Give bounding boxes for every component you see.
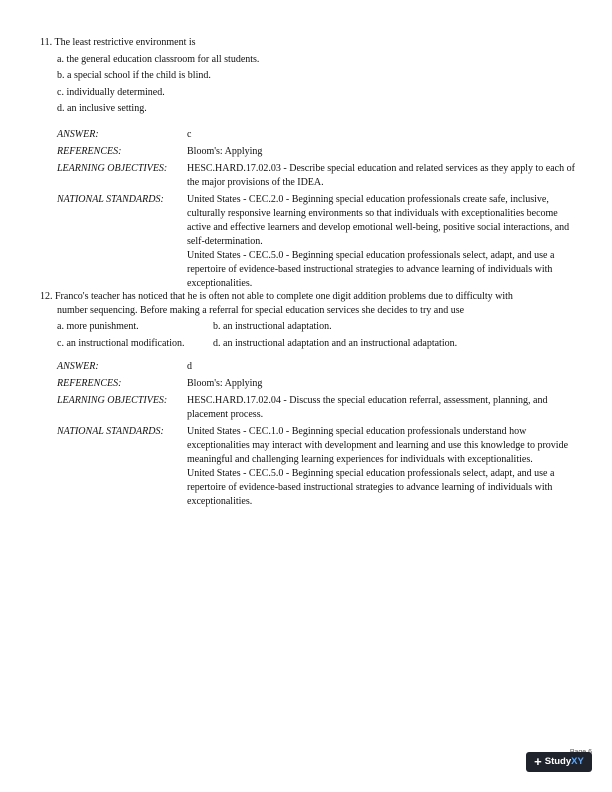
standard-item: United States - CEC.1.0 - Beginning special education professionals understand how exceptionalities may interact with development and learning and use this knowledge to provide meaningful and challenging learning experiences for individuals with exceptionalities. [187,425,569,465]
choice-a: a. more punishment. [57,321,139,332]
question-stem [40,36,580,50]
question-stem [40,290,580,304]
question-number: 11. [40,37,53,48]
choice-b: b. an instructional adaptation. [213,321,332,332]
objectives-label: LEARNING OBJECTIVES: [57,394,168,406]
standards-label: NATIONAL STANDARDS: [57,193,164,205]
answer-label: ANSWER: [57,128,99,140]
choice-b: b. a special school if the child is blind. [57,70,211,81]
choice-grid [57,320,580,351]
standard-item: United States - CEC.2.0 - Beginning special education professionals create safe, inclusive, culturally responsive learning environments so that individuals with exceptionalities become active and effective learners and develop emotional well-being, positive social interactions, and self-determination. [187,193,570,247]
standards-value [187,193,579,291]
question-metadata [57,128,580,291]
plus-icon: + [534,754,542,769]
question-metadata [57,360,580,509]
question-number: 12. [40,291,53,302]
choice-c: c. an instructional modification. [57,337,185,349]
question-text-cont: number sequencing. Before making a referral for special education services she decides to try and use [57,305,465,316]
brand-accent: XY [571,756,584,767]
standard-item: United States - CEC.5.0 - Beginning special education professionals select, adapt, and use a repertoire of evidence-based instructional strategies to advance learning of individuals with exceptionalities. [187,249,555,289]
choice-d: d. an inclusive setting. [57,103,147,114]
standards-value [187,425,579,509]
standards-label: NATIONAL STANDARDS: [57,425,164,437]
references-value: Bloom's: Applying [187,377,263,389]
choice-a: a. the general education classroom for all students. [57,53,260,65]
question-text: The least restrictive environment is [54,37,196,48]
references-value: Bloom's: Applying [187,145,263,157]
objectives-value: HESC.HARD.17.02.04 - Discuss the special education referral, assessment, planning, and placement process. [187,394,548,420]
question-11 [40,36,580,294]
objectives-value: HESC.HARD.17.02.03 - Describe special education and related services as they apply to each of the major provisions of the IDEA. [187,162,575,188]
standard-item: United States - CEC.5.0 - Beginning special education professionals select, adapt, and use a repertoire of evidence-based instructional strategies to advance learning of individuals with exceptionalities. [187,467,555,507]
answer-value: d [187,360,192,372]
answer-label: ANSWER: [57,360,99,372]
references-label: REFERENCES: [57,145,122,157]
objectives-label: LEARNING OBJECTIVES: [57,162,168,174]
studyxy-badge[interactable] [526,752,592,772]
references-label: REFERENCES: [57,377,122,389]
choice-c: c. individually determined. [57,86,165,98]
answer-value: c [187,128,192,140]
brand-prefix: Study [544,756,572,767]
choice-d: d. an instructional adaptation and an instructional adaptation. [213,337,458,349]
question-text: Franco's teacher has noticed that he is often not able to complete one digit addition problems due to difficulty with [55,291,513,302]
question-12 [40,290,580,512]
